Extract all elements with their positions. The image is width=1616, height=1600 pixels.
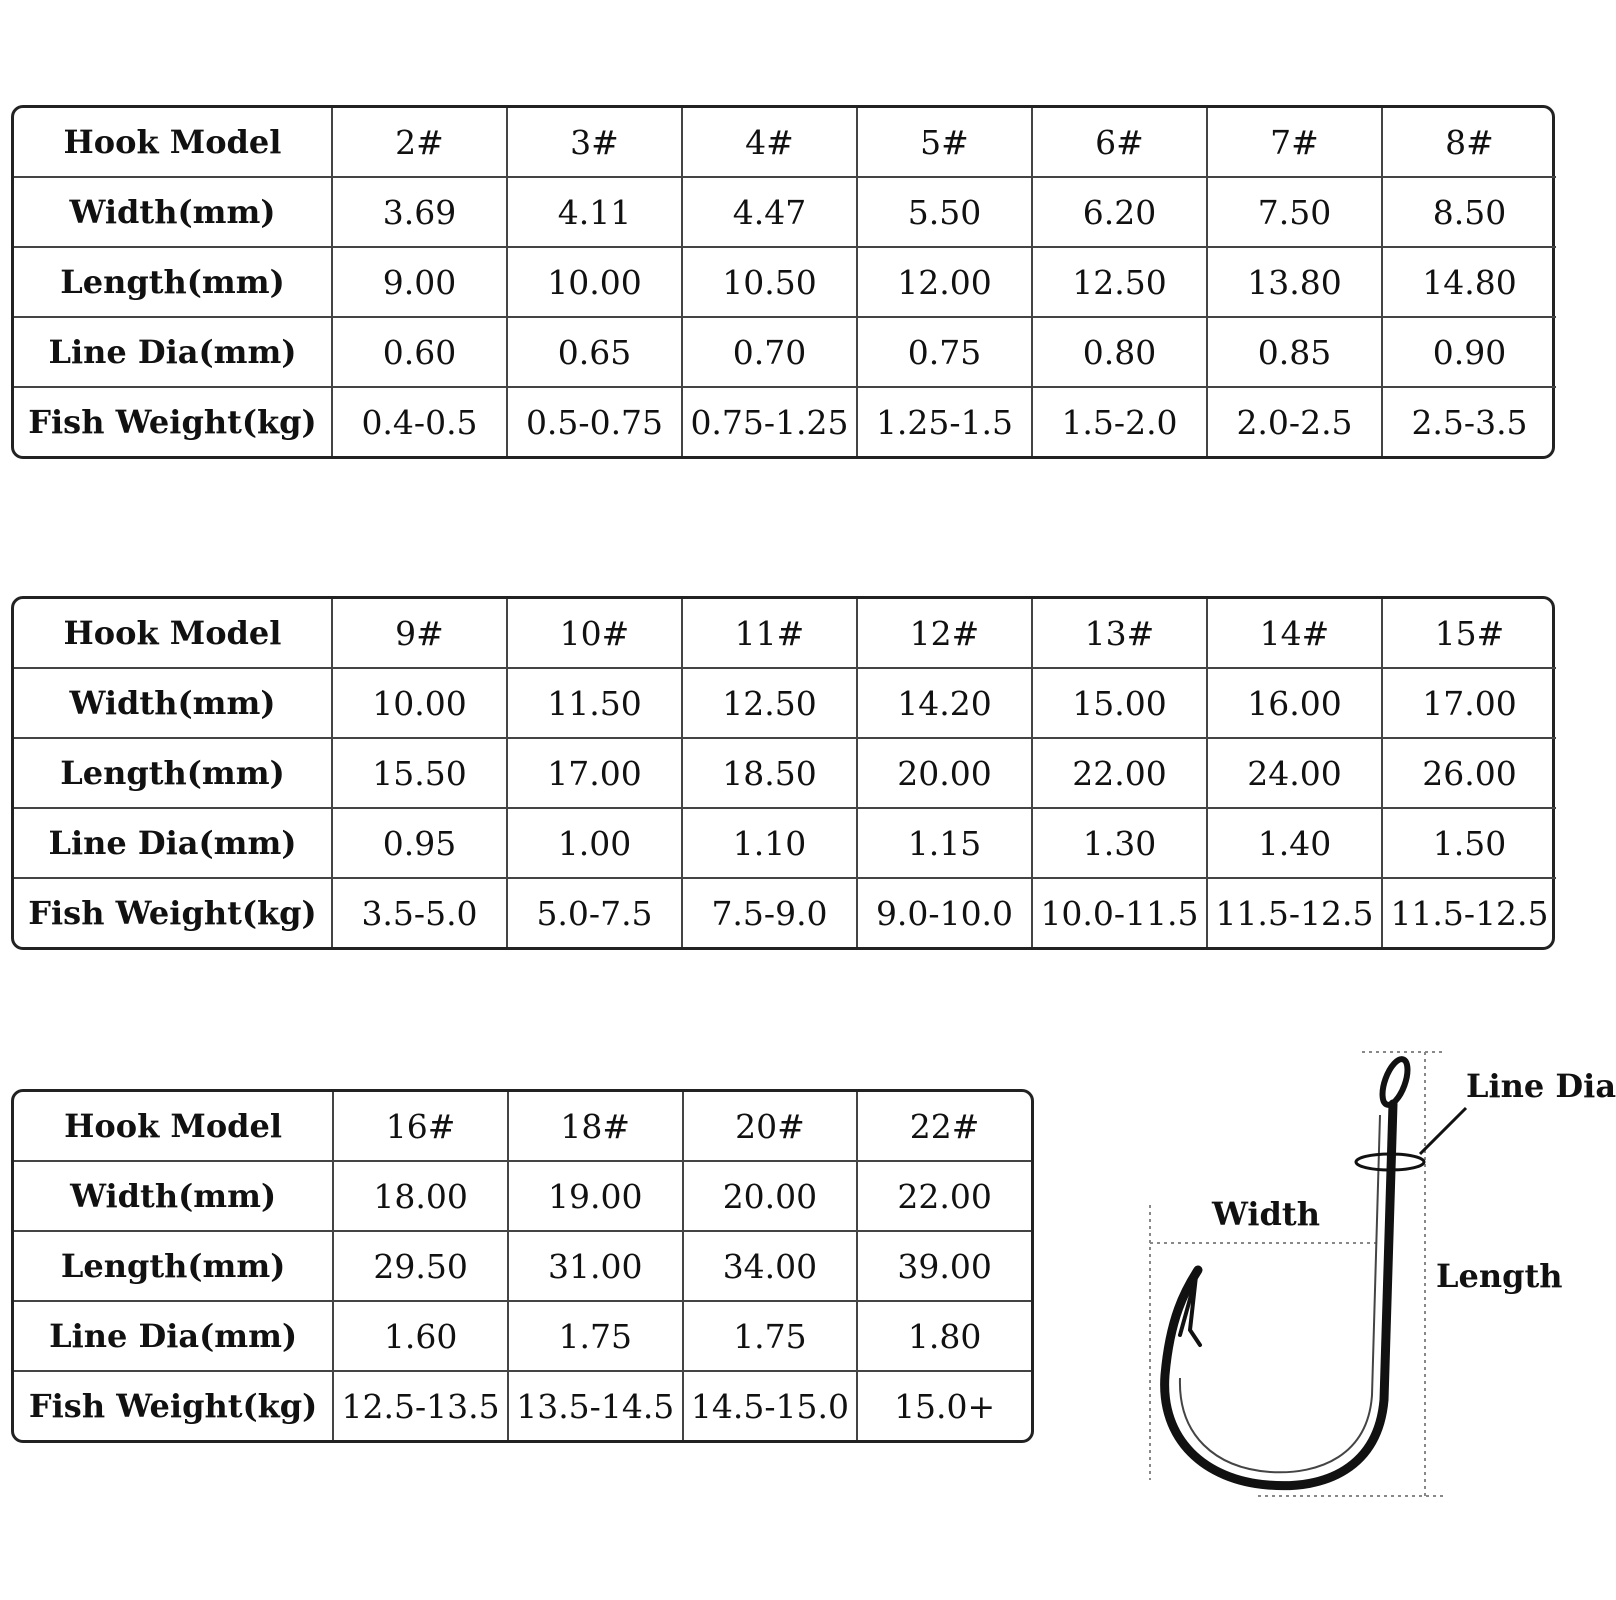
row-label-width: Width(mm) bbox=[14, 668, 332, 738]
cell-fish-weight: 13.5-14.5 bbox=[508, 1371, 683, 1440]
cell-width: 4.47 bbox=[682, 177, 857, 247]
cell-line-dia: 1.75 bbox=[508, 1301, 683, 1371]
spec-table-1 bbox=[11, 105, 1555, 459]
cell-length: 15.50 bbox=[332, 738, 507, 808]
cell-model: 14# bbox=[1207, 599, 1382, 668]
cell-model: 20# bbox=[683, 1092, 858, 1161]
cell-fish-weight: 1.5-2.0 bbox=[1032, 387, 1207, 456]
row-label-fish-weight: Fish Weight(kg) bbox=[14, 1371, 333, 1440]
cell-model: 9# bbox=[332, 599, 507, 668]
line-dia-label: Line Dia bbox=[1466, 1067, 1616, 1105]
cell-width: 11.50 bbox=[507, 668, 682, 738]
cell-line-dia: 1.50 bbox=[1382, 808, 1556, 878]
row-label-line-dia: Line Dia(mm) bbox=[14, 1301, 333, 1371]
cell-width: 20.00 bbox=[683, 1161, 858, 1231]
cell-model: 10# bbox=[507, 599, 682, 668]
cell-model: 11# bbox=[682, 599, 857, 668]
cell-length: 24.00 bbox=[1207, 738, 1382, 808]
cell-model: 13# bbox=[1032, 599, 1207, 668]
cell-fish-weight: 15.0+ bbox=[857, 1371, 1031, 1440]
hook-body bbox=[1165, 1104, 1393, 1486]
cell-width: 8.50 bbox=[1382, 177, 1556, 247]
cell-line-dia: 0.85 bbox=[1207, 317, 1382, 387]
cell-length: 22.00 bbox=[1032, 738, 1207, 808]
spec-table-3 bbox=[11, 1089, 1034, 1443]
row-label-hook-model: Hook Model bbox=[14, 1092, 333, 1161]
cell-length: 18.50 bbox=[682, 738, 857, 808]
table-row-width bbox=[14, 177, 1556, 247]
cell-line-dia: 0.70 bbox=[682, 317, 857, 387]
table-row-fish-weight bbox=[14, 1371, 1031, 1440]
cell-width: 14.20 bbox=[857, 668, 1032, 738]
cell-line-dia: 0.95 bbox=[332, 808, 507, 878]
cell-line-dia: 1.75 bbox=[683, 1301, 858, 1371]
cell-model: 2# bbox=[332, 108, 507, 177]
cell-width: 4.11 bbox=[507, 177, 682, 247]
cell-line-dia: 0.65 bbox=[507, 317, 682, 387]
row-label-fish-weight: Fish Weight(kg) bbox=[14, 878, 332, 947]
cell-model: 5# bbox=[857, 108, 1032, 177]
cell-length: 14.80 bbox=[1382, 247, 1556, 317]
row-label-length: Length(mm) bbox=[14, 738, 332, 808]
table-row-fish-weight bbox=[14, 878, 1556, 947]
cell-length: 13.80 bbox=[1207, 247, 1382, 317]
cell-line-dia: 1.10 bbox=[682, 808, 857, 878]
table-row-fish-weight bbox=[14, 387, 1556, 456]
row-label-length: Length(mm) bbox=[14, 247, 332, 317]
cell-fish-weight: 3.5-5.0 bbox=[332, 878, 507, 947]
table-row-length bbox=[14, 247, 1556, 317]
cell-length: 29.50 bbox=[333, 1231, 508, 1301]
cell-fish-weight: 2.0-2.5 bbox=[1207, 387, 1382, 456]
cell-model: 22# bbox=[857, 1092, 1031, 1161]
cell-line-dia: 0.90 bbox=[1382, 317, 1556, 387]
table-row-hook-model bbox=[14, 108, 1556, 177]
cell-fish-weight: 0.5-0.75 bbox=[507, 387, 682, 456]
cell-length: 20.00 bbox=[857, 738, 1032, 808]
table-row-width bbox=[14, 1161, 1031, 1231]
cell-fish-weight: 11.5-12.5 bbox=[1207, 878, 1382, 947]
cell-width: 5.50 bbox=[857, 177, 1032, 247]
cell-length: 26.00 bbox=[1382, 738, 1556, 808]
line-dia-pointer bbox=[1420, 1108, 1466, 1154]
cell-length: 12.00 bbox=[857, 247, 1032, 317]
cell-length: 31.00 bbox=[508, 1231, 683, 1301]
cell-width: 17.00 bbox=[1382, 668, 1556, 738]
cell-fish-weight: 5.0-7.5 bbox=[507, 878, 682, 947]
table-row-width bbox=[14, 668, 1556, 738]
cell-fish-weight: 12.5-13.5 bbox=[333, 1371, 508, 1440]
cell-fish-weight: 0.75-1.25 bbox=[682, 387, 857, 456]
cell-line-dia: 1.80 bbox=[857, 1301, 1031, 1371]
row-label-fish-weight: Fish Weight(kg) bbox=[14, 387, 332, 456]
cell-fish-weight: 11.5-12.5 bbox=[1382, 878, 1556, 947]
cell-line-dia: 0.60 bbox=[332, 317, 507, 387]
cell-line-dia: 1.00 bbox=[507, 808, 682, 878]
cell-model: 3# bbox=[507, 108, 682, 177]
length-label: Length bbox=[1436, 1257, 1563, 1295]
cell-fish-weight: 0.4-0.5 bbox=[332, 387, 507, 456]
cell-width: 22.00 bbox=[857, 1161, 1031, 1231]
cell-line-dia: 1.40 bbox=[1207, 808, 1382, 878]
cell-width: 16.00 bbox=[1207, 668, 1382, 738]
cell-width: 19.00 bbox=[508, 1161, 683, 1231]
row-label-hook-model: Hook Model bbox=[14, 108, 332, 177]
row-label-width: Width(mm) bbox=[14, 1161, 333, 1231]
cell-model: 4# bbox=[682, 108, 857, 177]
table-row-line-dia bbox=[14, 808, 1556, 878]
cell-width: 10.00 bbox=[332, 668, 507, 738]
cell-line-dia: 1.15 bbox=[857, 808, 1032, 878]
table-row-line-dia bbox=[14, 317, 1556, 387]
cell-length: 10.50 bbox=[682, 247, 857, 317]
cell-fish-weight: 1.25-1.5 bbox=[857, 387, 1032, 456]
cell-length: 9.00 bbox=[332, 247, 507, 317]
cell-model: 6# bbox=[1032, 108, 1207, 177]
cell-fish-weight: 9.0-10.0 bbox=[857, 878, 1032, 947]
row-label-line-dia: Line Dia(mm) bbox=[14, 808, 332, 878]
cell-line-dia: 1.60 bbox=[333, 1301, 508, 1371]
table-row-hook-model bbox=[14, 599, 1556, 668]
row-label-width: Width(mm) bbox=[14, 177, 332, 247]
cell-model: 16# bbox=[333, 1092, 508, 1161]
cell-line-dia: 0.80 bbox=[1032, 317, 1207, 387]
cell-fish-weight: 10.0-11.5 bbox=[1032, 878, 1207, 947]
cell-width: 15.00 bbox=[1032, 668, 1207, 738]
cell-length: 17.00 bbox=[507, 738, 682, 808]
table-row-length bbox=[14, 1231, 1031, 1301]
cell-width: 7.50 bbox=[1207, 177, 1382, 247]
cell-length: 34.00 bbox=[683, 1231, 858, 1301]
cell-model: 8# bbox=[1382, 108, 1556, 177]
table-row-line-dia bbox=[14, 1301, 1031, 1371]
cell-model: 7# bbox=[1207, 108, 1382, 177]
cell-length: 10.00 bbox=[507, 247, 682, 317]
cell-width: 3.69 bbox=[332, 177, 507, 247]
cell-fish-weight: 2.5-3.5 bbox=[1382, 387, 1556, 456]
spec-table-2 bbox=[11, 596, 1555, 950]
width-label: Width bbox=[1212, 1195, 1320, 1233]
cell-width: 12.50 bbox=[682, 668, 857, 738]
hook-inner-line bbox=[1180, 1115, 1380, 1472]
cell-width: 18.00 bbox=[333, 1161, 508, 1231]
cell-line-dia: 1.30 bbox=[1032, 808, 1207, 878]
row-label-hook-model: Hook Model bbox=[14, 599, 332, 668]
table-row-hook-model bbox=[14, 1092, 1031, 1161]
cell-length: 12.50 bbox=[1032, 247, 1207, 317]
row-label-length: Length(mm) bbox=[14, 1231, 333, 1301]
row-label-line-dia: Line Dia(mm) bbox=[14, 317, 332, 387]
cell-fish-weight: 14.5-15.0 bbox=[683, 1371, 858, 1440]
cell-length: 39.00 bbox=[857, 1231, 1031, 1301]
cell-width: 6.20 bbox=[1032, 177, 1207, 247]
cell-line-dia: 0.75 bbox=[857, 317, 1032, 387]
table-row-length bbox=[14, 738, 1556, 808]
cell-fish-weight: 7.5-9.0 bbox=[682, 878, 857, 947]
cell-model: 15# bbox=[1382, 599, 1556, 668]
cell-model: 12# bbox=[857, 599, 1032, 668]
cell-model: 18# bbox=[508, 1092, 683, 1161]
